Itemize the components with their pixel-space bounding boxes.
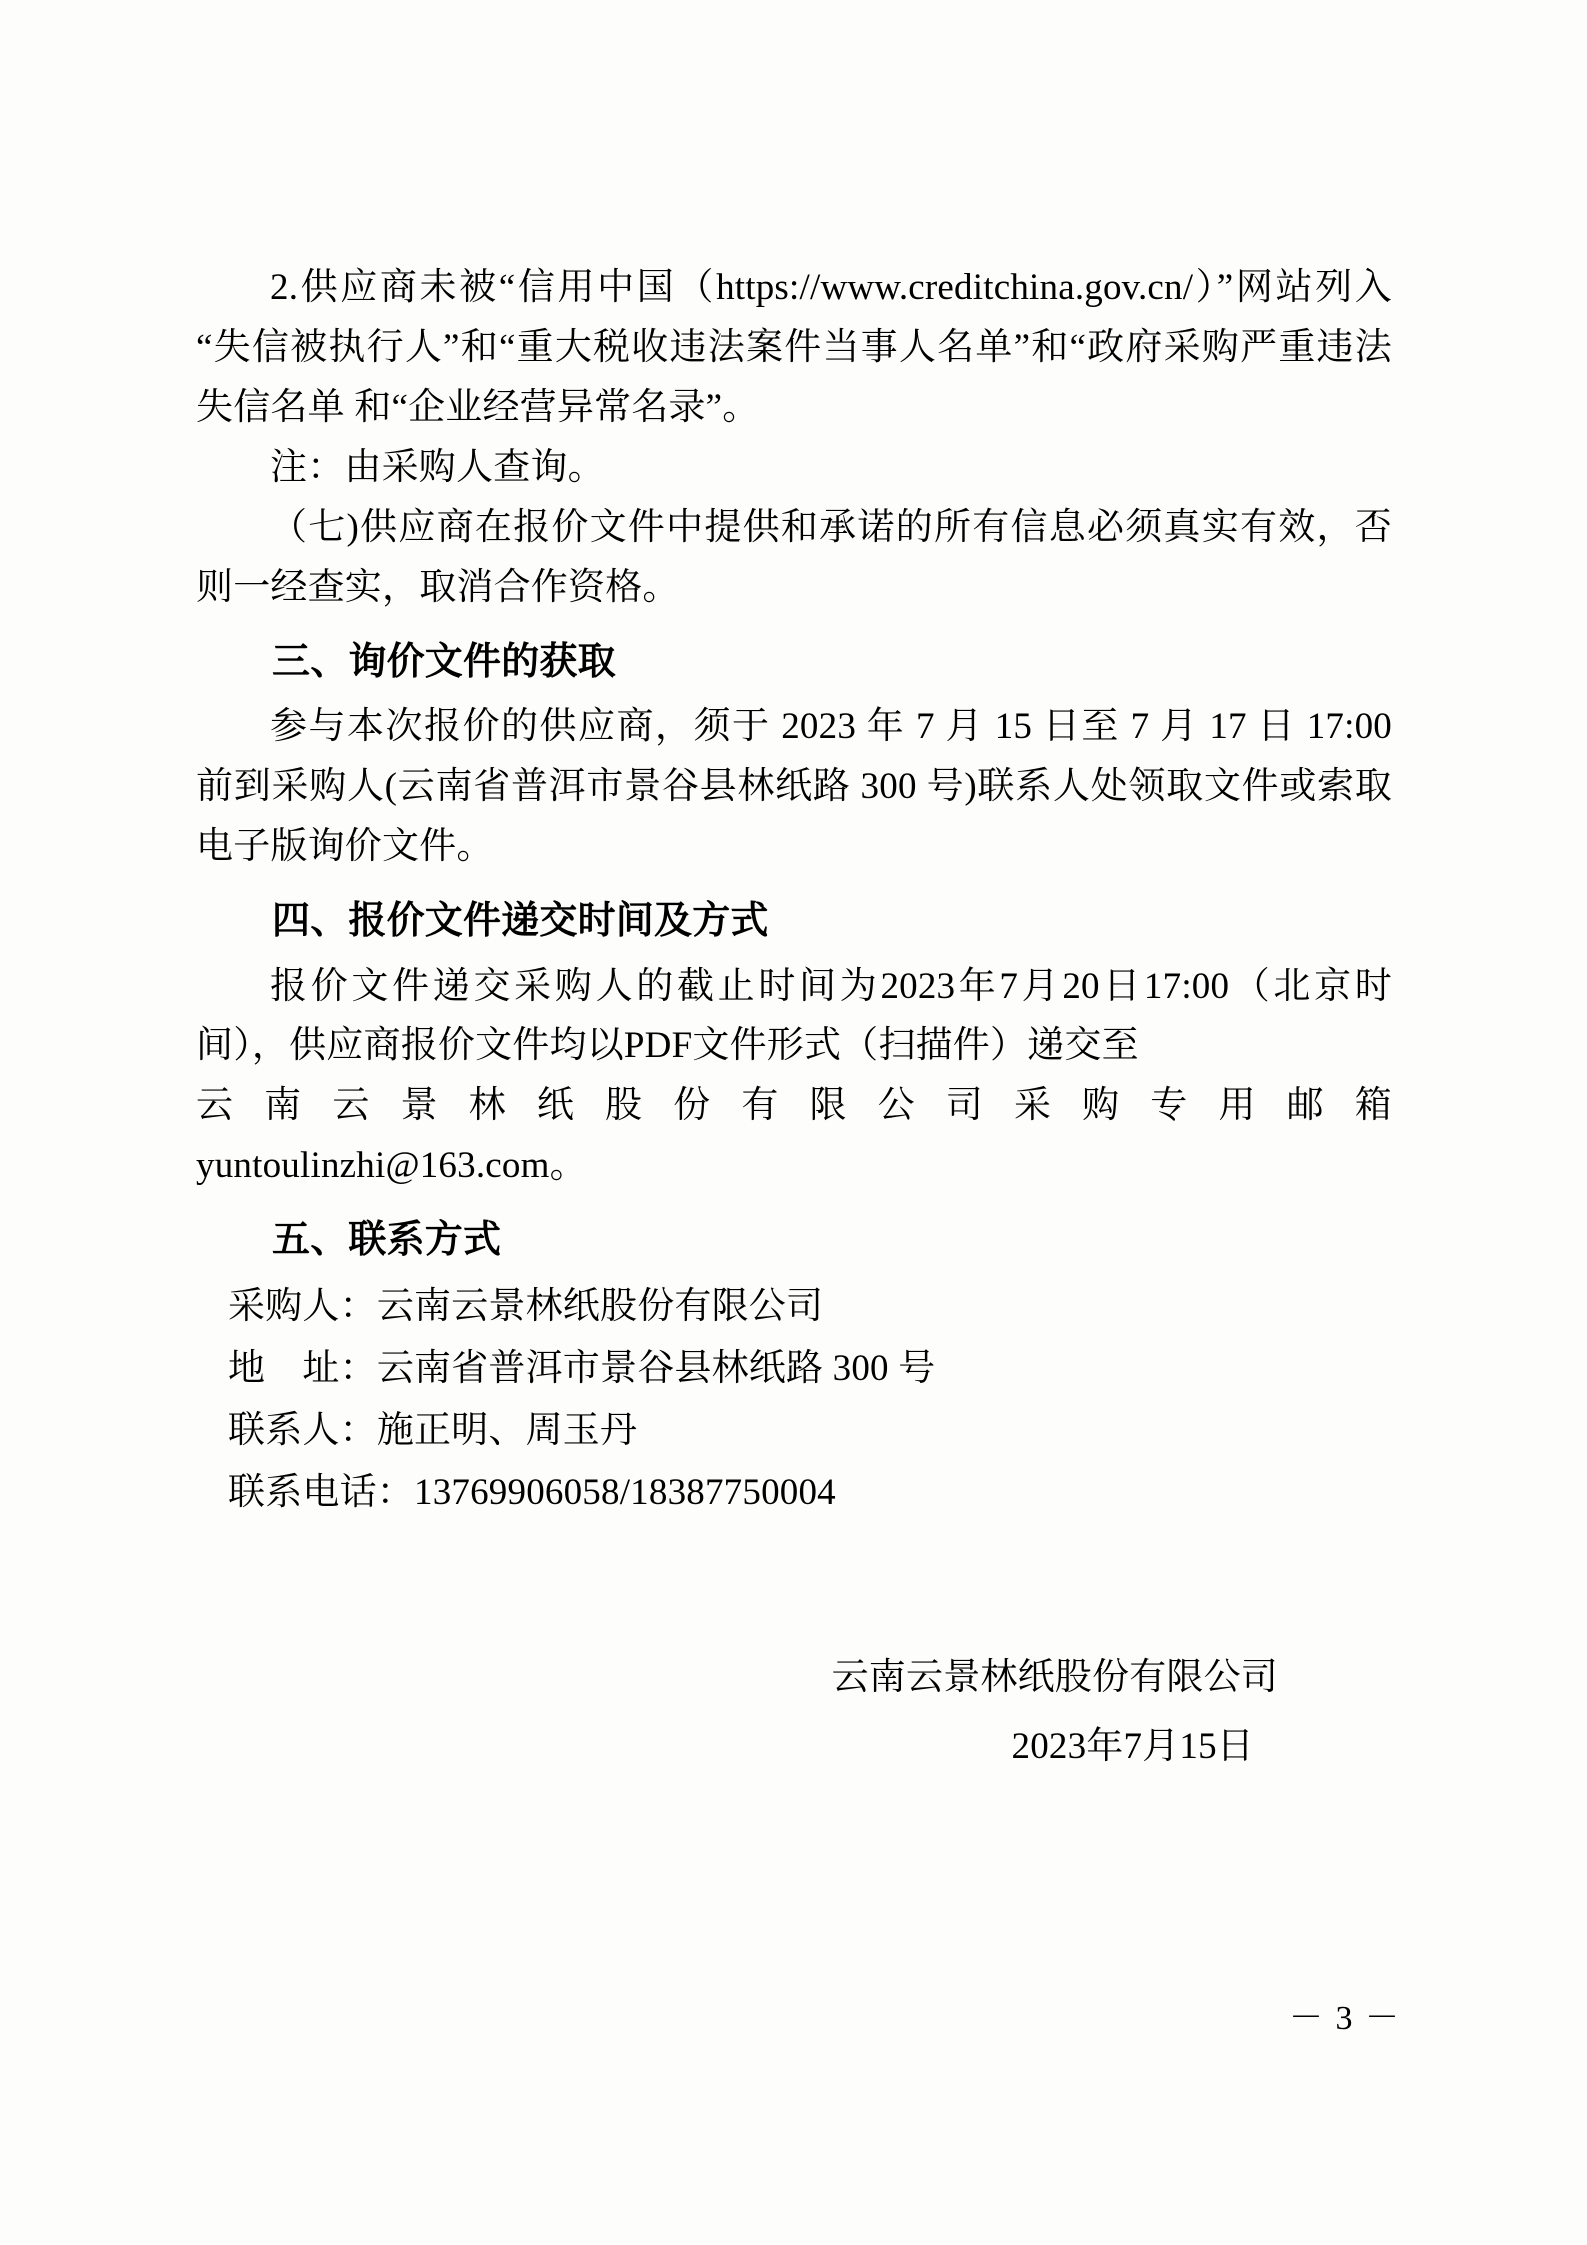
paragraph-section-four-line1: 报价文件递交采购人的截止时间为2023年7月20日17:00（北京时间），供应商报价文件均以PDF文件形式（扫描件）递交至 bbox=[196, 965, 1392, 1067]
page-number: － 3 － bbox=[1289, 2000, 1401, 2037]
contact-list bbox=[196, 1276, 1392, 1525]
contact-row-address bbox=[228, 1338, 1392, 1400]
contact-row-purchaser bbox=[228, 1276, 1392, 1338]
heading-section-three: 三、询价文件的获取 bbox=[272, 640, 616, 683]
contact-value-person: 施正明、周玉丹 bbox=[376, 1410, 638, 1452]
contact-label-phone: 联系电话： bbox=[228, 1472, 414, 1514]
paragraph-note-query-by-purchaser: 注：由采购人查询。 bbox=[270, 446, 605, 488]
heading-section-four: 四、报价文件递交时间及方式 bbox=[272, 899, 769, 942]
signature-company: 云南云景林纸股份有限公司 bbox=[831, 1657, 1278, 1699]
signature-date: 2023年7月15日 bbox=[1011, 1725, 1254, 1767]
signature-block bbox=[196, 1644, 1392, 1781]
paragraph-section-four-line2: 云南云景林纸股份有限公司采购专用邮箱 bbox=[196, 1085, 1392, 1127]
contact-label-person: 联系人： bbox=[228, 1410, 377, 1452]
contact-label-address: 地 址： bbox=[228, 1347, 377, 1389]
contact-row-person bbox=[228, 1400, 1392, 1462]
contact-value-phone: 13769906058/18387750004 bbox=[414, 1472, 836, 1514]
contact-label-purchaser: 采购人： bbox=[228, 1285, 377, 1327]
contact-row-phone bbox=[228, 1462, 1392, 1524]
paragraph-section-four-email: yuntoulinzhi@163.com。 bbox=[196, 1145, 587, 1187]
heading-section-five: 五、联系方式 bbox=[272, 1219, 502, 1262]
contact-value-purchaser: 云南云景林纸股份有限公司 bbox=[376, 1285, 824, 1327]
paragraph-item-seven-authenticity: （七)供应商在报价文件中提供和承诺的所有信息必须真实有效，否则一经查实，取消合作资格。 bbox=[196, 506, 1392, 608]
document-body bbox=[196, 258, 1392, 1781]
contact-value-address: 云南省普洱市景谷县林纸路 300 号 bbox=[376, 1347, 936, 1389]
paragraph-supplier-credit-check: 2.供应商未被“信用中国（https://www.creditchina.gov.cn/）”网站列入“失信被执行人”和“重大税收违法案件当事人名单”和“政府采购严重违法失信名单 和“企业经营异常名录”。 bbox=[196, 267, 1392, 428]
paragraph-section-three-body: 参与本次报价的供应商，须于 2023 年 7 月 15 日至 7 月 17 日 17:00 前到采购人(云南省普洱市景谷县林纸路 300 号)联系人处领取文件或索取电子版询价文件。 bbox=[196, 706, 1392, 868]
